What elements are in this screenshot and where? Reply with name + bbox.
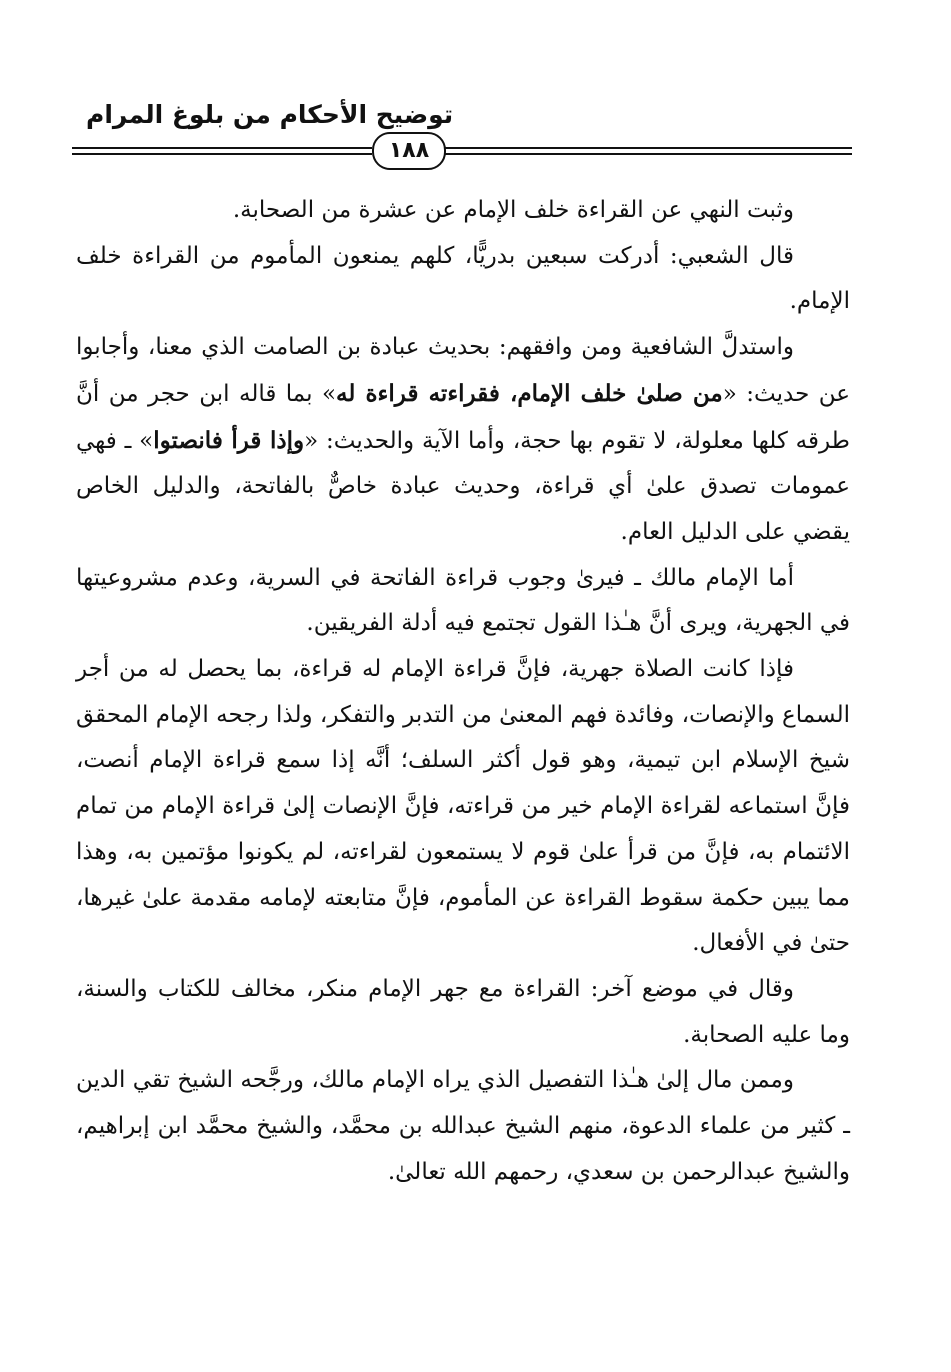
paragraph-text: قال الشعبي: أدركت سبعين بدريًّا، كلهم يمنعون المأموم من القراءة خلف الإمام. <box>76 242 850 315</box>
hadith-quote: من صلىٰ خلف الإمام، فقراءته قراءة له <box>336 379 723 407</box>
paragraph <box>76 325 850 556</box>
header-rule <box>442 147 852 149</box>
paragraph <box>76 234 850 325</box>
header-rule <box>72 147 372 149</box>
paragraph-text: أما الإمام مالك ـ فيرىٰ وجوب قراءة الفاتحة في السرية، وعدم مشروعيتها في الجهرية، ويرى أنَّ هـٰذا القول تجتمع فيه أدلة الفريقين. <box>76 564 850 637</box>
paragraph-text: وقال في موضع آخر: القراءة مع جهر الإمام منكر، مخالف للكتاب والسنة، وما عليه الصحابة. <box>76 975 850 1048</box>
header-rule <box>72 153 372 155</box>
paragraph-text: واستدلَّ الشافعية ومن وافقهم: بحديث عبادة بن الصامت الذي معنا، وأجابوا عن حديث: « <box>76 334 850 407</box>
paragraph-text: فإذا كانت الصلاة جهرية، فإنَّ قراءة الإمام له قراءة، بما يحصل له من أجر السماع والإنصات، وفائدة فهم المعنىٰ من التدبر والتفكر، ولذا رجحه الإمام المحقق شيخ الإسلام ابن تيمية، وهو قول أكثر السلف؛ أنَّه إذا سمع قراءة الإمام أنصت، فإنَّ استماعه لقراءة الإمام خير من قراءته، فإنَّ الإنصات إلىٰ قراءة الإمام من تمام الائتمام به، فإنَّ من قرأ علىٰ قوم لا يستمعون لقراءته، لم يكونوا مؤتمين به، وهذا مما يبين حكمة سقوط القراءة عن المأموم، فإنَّ متابعته لإمامه مقدمة علىٰ غيرها، حتىٰ في الأفعال. <box>76 656 850 957</box>
paragraph <box>76 1058 850 1195</box>
paragraph-text: وثبت النهي عن القراءة خلف الإمام عن عشرة من الصحابة. <box>232 197 794 223</box>
page-body <box>76 188 850 1195</box>
paragraph <box>76 188 850 234</box>
hadith-quote: وإذا قرأ فانصتوا <box>153 426 305 454</box>
paragraph <box>76 967 850 1058</box>
header-rule <box>442 153 852 155</box>
paragraph <box>76 647 850 967</box>
paragraph <box>76 556 850 647</box>
book-title: توضيح الأحكام من بلوغ المرام <box>86 100 454 129</box>
page-header <box>72 96 852 176</box>
paragraph-text: » بما قاله ابن حجر من أنَّ طرقه كلها معلولة، لا تقوم بها حجة، وأما الآية والحديث: « <box>76 380 850 454</box>
paragraph-text: » ـ فهي عمومات تصدق علىٰ أي قراءة، وحديث عبادة خاصٌّ بالفاتحة، والدليل الخاص يقضي على الدليل العام. <box>76 427 850 545</box>
page-number: ١٨٨ <box>372 132 446 170</box>
paragraph-text: وممن مال إلىٰ هـٰذا التفصيل الذي يراه الإمام مالك، ورجَّحه الشيخ تقي الدين ـ كثير من علماء الدعوة، منهم الشيخ عبدالله بن محمَّد، والشيخ محمَّد ابن إبراهيم، والشيخ عبدالرحمن بن سعدي، رحمهم الله تعالىٰ. <box>76 1067 850 1185</box>
